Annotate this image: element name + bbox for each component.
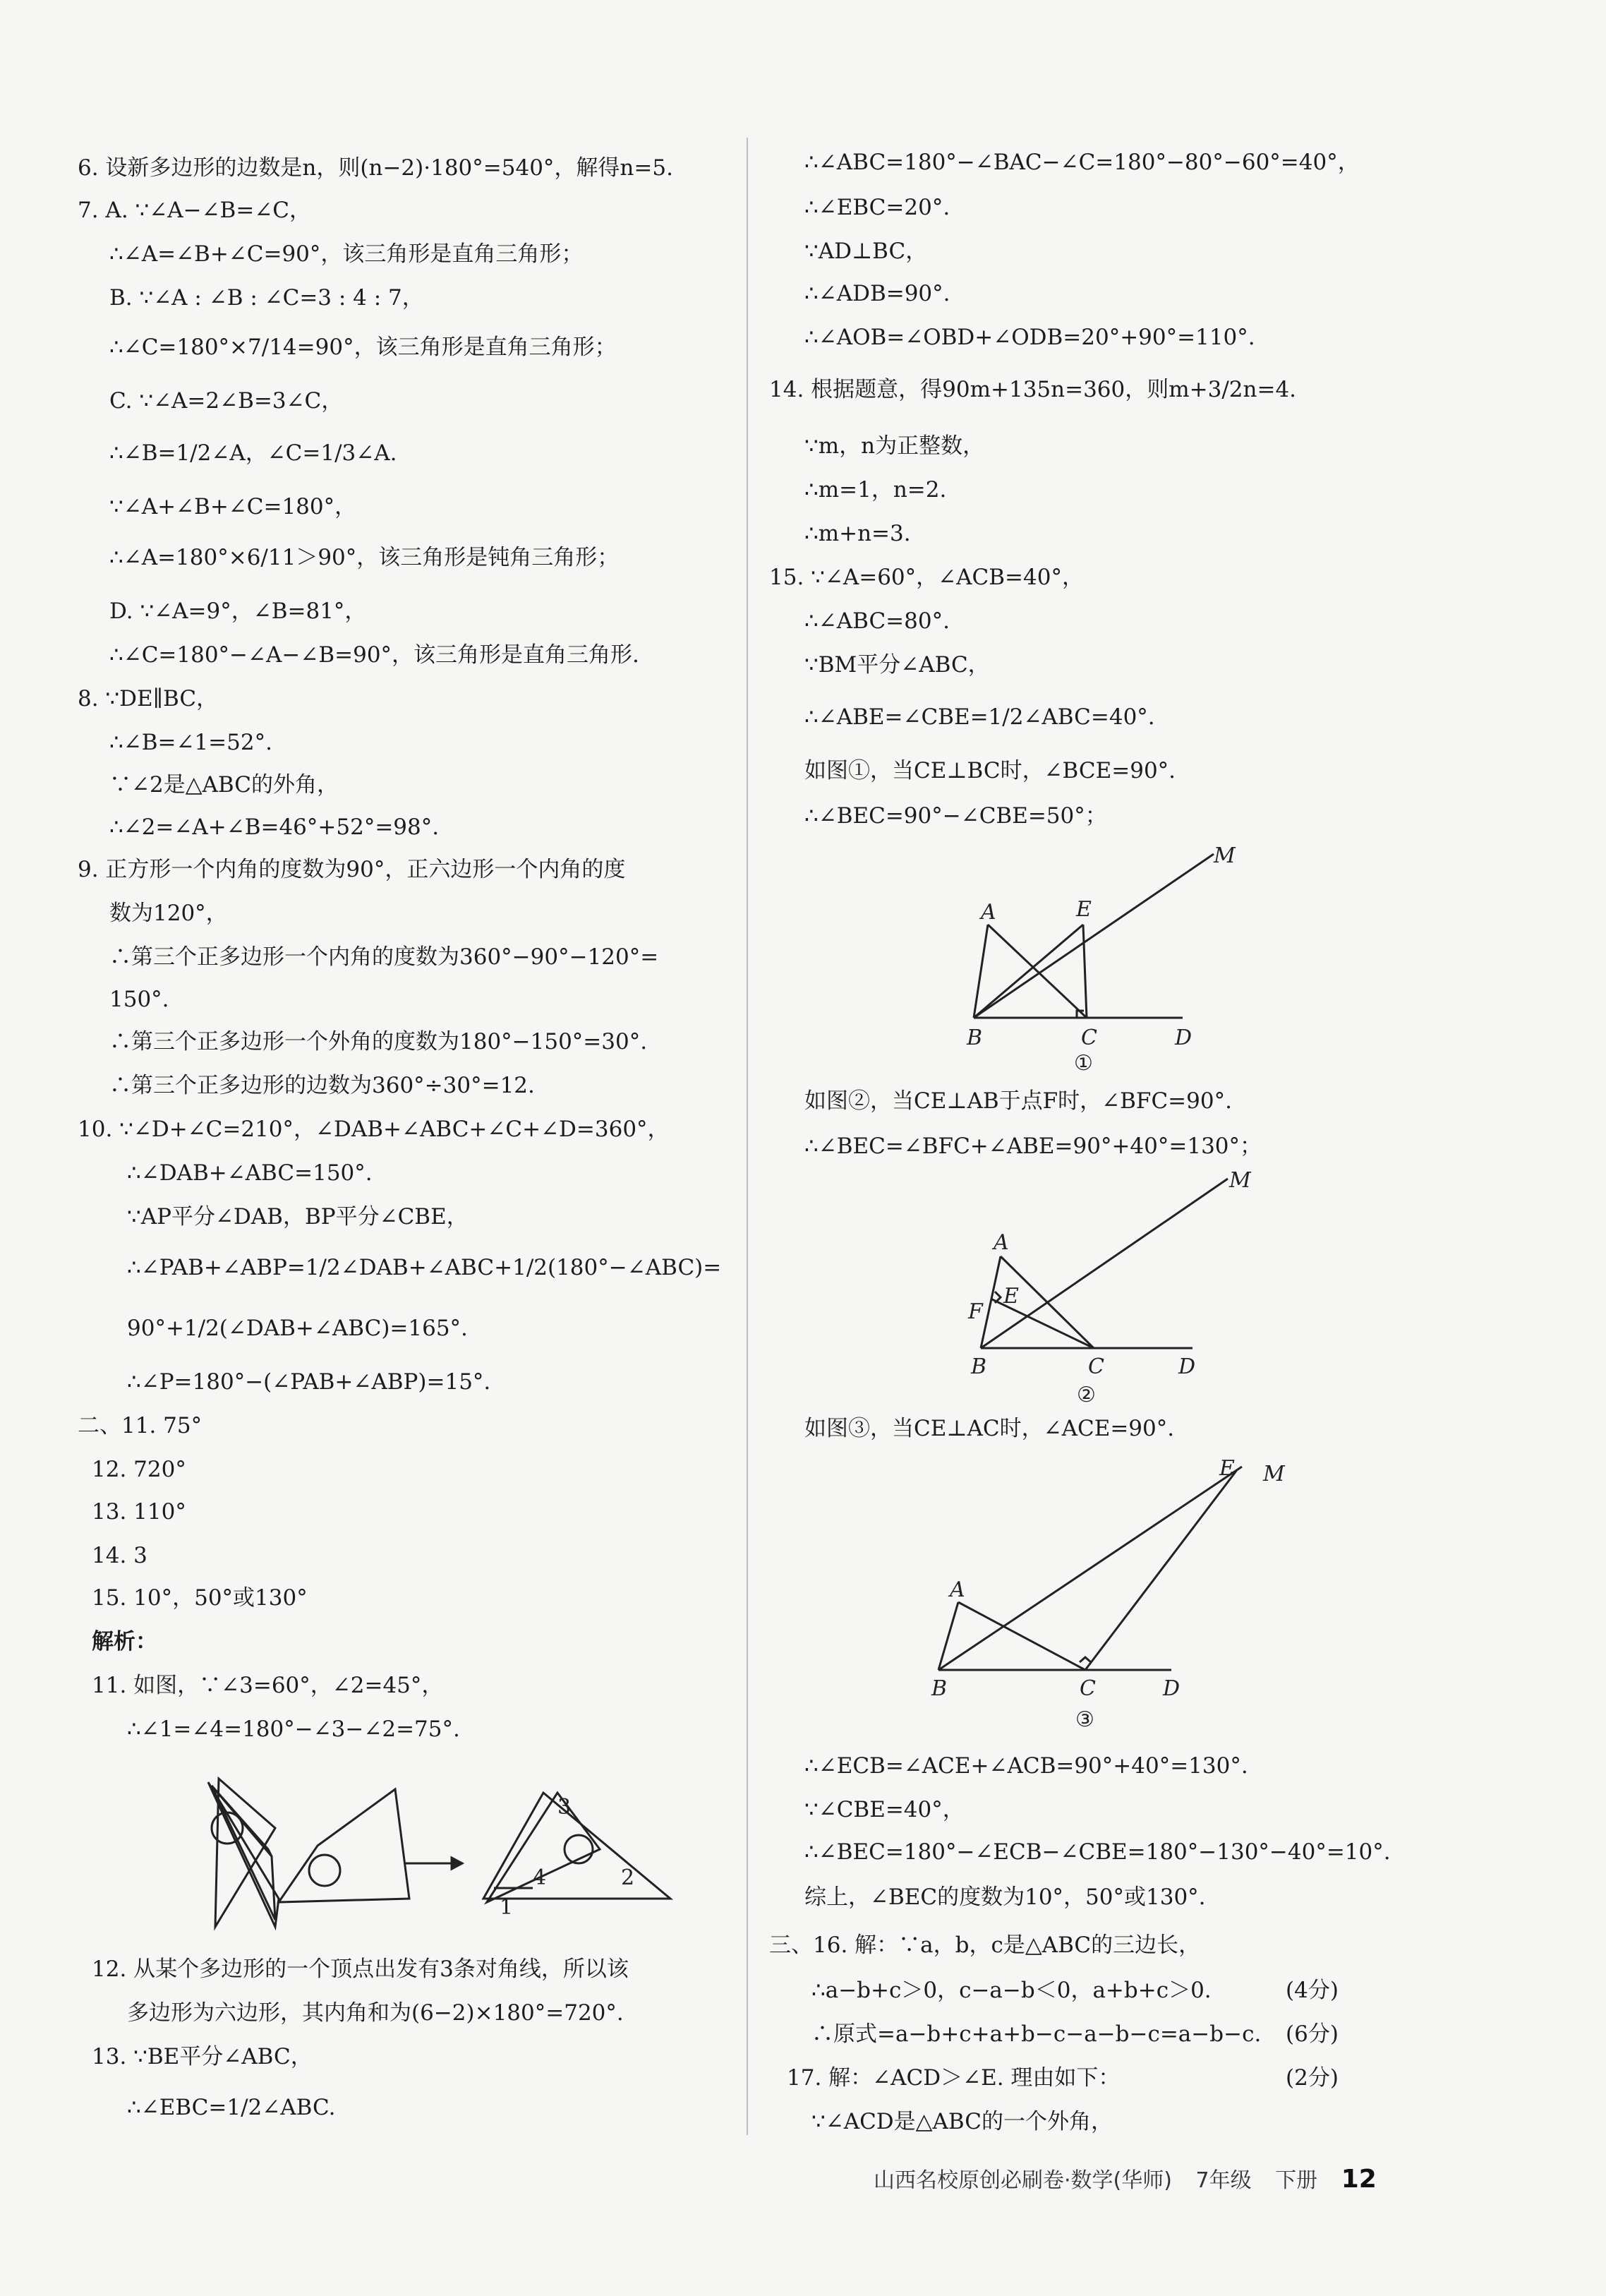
score-mark: (6分) [1286,2021,1339,2047]
answer-line: ∴∠A=∠B+∠C=90°，该三角形是直角三角形； [109,241,584,267]
point-label-E: E [1003,1284,1019,1309]
point-label-B: B [967,1026,983,1050]
figure-caption-1: ① [1074,1051,1093,1073]
answer-line: 12. 720° [92,1457,186,1482]
answer-line: ∴∠P=180°−(∠PAB+∠ABP)=15°. [127,1369,491,1395]
answer-line: ∴∠ECB=∠ACE+∠ACB=90°+40°=130°. [804,1753,1248,1779]
answer-line: ∵∠A+∠B+∠C=180°， [109,494,357,519]
point-label-A: A [950,1577,965,1602]
answer-line: ∴∠ABC=80°. [804,608,950,634]
point-label-C: C [1088,1354,1104,1379]
volume-label: 下册 [1275,2168,1318,2193]
answer-line: ∴∠PAB+∠ABP=1/2∠DAB+∠ABC+1/2(180°−∠ABC)= [127,1255,722,1280]
answer-line: ∴m+n=3. [804,521,911,546]
answer-line: ∴∠ABC=180°−∠BAC−∠C=180°−80°−60°=40°， [804,150,1360,175]
point-label-D: D [1178,1354,1196,1379]
answer-line: ∴原式=a−b+c+a+b−c−a−b−c=a−b−c. [811,2021,1262,2047]
point-label-A: A [994,1230,1009,1255]
answer-line: ∴∠B=∠1=52°. [109,730,272,755]
answer-line: 7. A. ∵∠A−∠B=∠C， [78,198,312,223]
answer-line: ∴∠1=∠4=180°−∠3−∠2=75°. [127,1717,460,1742]
answer-line: ∴第三个正多边形一个外角的度数为180°−150°=30°. [109,1029,648,1054]
answer-line: ∴∠BEC=∠BFC+∠ABE=90°+40°=130°； [804,1134,1262,1159]
point-label-M: M [1229,1168,1251,1193]
angle-label-3: 3 [557,1795,572,1820]
answer-line: ∴∠ABE=∠CBE=1/2∠ABC=40°. [804,704,1155,730]
answer-line: 如图②，当CE⊥AB于点F时，∠BFC=90°. [804,1088,1232,1114]
answer-line: 15. 10°，50°或130° [92,1585,308,1611]
point-label-E: E [1076,897,1092,922]
point-label-F: F [968,1299,983,1324]
answer-line: ∴∠2=∠A+∠B=46°+52°=98°. [109,815,440,840]
answer-line: 综上，∠BEC的度数为10°，50°或130°. [804,1885,1206,1910]
answer-line: ∴∠B=1/2∠A，∠C=1/3∠A. [109,440,397,466]
answer-line: 6. 设新多边形的边数是n，则(n−2)·180°=540°，解得n=5. [78,155,673,181]
answer-line: B. ∵∠A : ∠B : ∠C=3 : 4 : 7， [109,285,424,311]
answer-line: 如图①，当CE⊥BC时，∠BCE=90°. [804,758,1176,783]
grade-label: 7年级 [1195,2168,1252,2193]
answer-line: 二、11. 75° [78,1413,203,1438]
score-mark: (4分) [1286,1978,1339,2003]
page-number: 12 [1341,2165,1377,2194]
score-mark: (2分) [1286,2065,1339,2091]
answer-line: 90°+1/2(∠DAB+∠ABC)=165°. [127,1316,468,1341]
point-label-M: M [1263,1462,1285,1486]
point-label-B: B [931,1676,948,1701]
answer-line: 13. ∵BE平分∠ABC， [92,2044,313,2069]
angle-label-1: 1 [500,1895,514,1920]
answer-line: 数为120°， [109,901,228,926]
answer-line: 10. ∵∠D+∠C=210°，∠DAB+∠ABC+∠C+∠D=360°， [78,1117,670,1142]
figure-3 [910,1447,1305,1743]
answer-line: ∴∠EBC=1/2∠ABC. [127,2095,336,2120]
answer-line: 12. 从某个多边形的一个顶点出发有3条对角线，所以该 [92,1957,629,1982]
point-label-C: C [1080,1676,1096,1701]
point-label-D: D [1163,1676,1181,1701]
answer-line: 150°. [109,987,169,1012]
answer-line: ∴∠EBC=20°. [804,195,950,220]
answer-line: 15. ∵∠A=60°，∠ACB=40°， [769,565,1084,590]
answer-line: 13. 110° [92,1499,186,1525]
set-square-figure [162,1750,713,1941]
point-label-C: C [1081,1026,1097,1050]
analysis-heading: 解析： [92,1629,157,1654]
answer-line: ∴第三个正多边形的边数为360°÷30°=12. [109,1073,535,1098]
answer-line: 多边形为六边形，其内角和为(6−2)×180°=720°. [127,2000,624,2026]
answer-line: ∴∠ADB=90°. [804,281,950,306]
answer-line: ∴a−b+c＞0，c−a−b＜0，a+b+c＞0. [811,1978,1212,2003]
point-label-E: E [1219,1456,1235,1481]
angle-label-4: 4 [533,1865,547,1890]
column-divider [747,138,748,2135]
answer-line: 14. 3 [92,1543,147,1568]
answer-line: ∵AP平分∠DAB，BP平分∠CBE， [127,1204,469,1230]
answer-line: ∴∠BEC=90°−∠CBE=50°； [804,803,1107,829]
figure-caption-2: ② [1077,1383,1096,1407]
answer-line: ∴m=1，n=2. [804,477,947,503]
answer-line: ∴∠C=180°−∠A−∠B=90°，该三角形是直角三角形. [109,642,639,668]
answer-line: ∵∠CBE=40°， [804,1797,965,1822]
figure-caption-3: ③ [1075,1707,1094,1732]
answer-line: 11. 如图，∵∠3=60°，∠2=45°， [92,1673,444,1698]
answer-line: ∵∠ACD是△ABC的一个外角， [811,2109,1113,2134]
answer-line: 14. 根据题意，得90m+135n=360，则m+3/2n=4. [769,377,1297,402]
point-label-M: M [1214,843,1236,868]
answer-line: ∴∠DAB+∠ABC=150°. [127,1160,373,1186]
answer-line: ∴∠C=180°×7/14=90°，该三角形是直角三角形； [109,335,617,360]
answer-line: ∵BM平分∠ABC， [804,652,990,678]
angle-label-2: 2 [621,1865,635,1890]
answer-line: 三、16. 解：∵a，b，c是△ABC的三边长， [769,1933,1201,1958]
answer-line: 9. 正方形一个内角的度数为90°，正六边形一个内角的度 [78,857,626,882]
answer-line: C. ∵∠A=2∠B=3∠C， [109,388,344,414]
answer-line: D. ∵∠A=9°，∠B=81°， [109,599,367,624]
answer-line: ∴第三个正多边形一个内角的度数为360°−90°−120°= [109,944,659,970]
answer-line: ∴∠BEC=180°−∠ECB−∠CBE=180°−130°−40°=10°. [804,1839,1391,1865]
answer-line: 8. ∵DE∥BC， [78,686,219,711]
point-label-D: D [1175,1026,1193,1050]
answer-line: ∵AD⊥BC， [804,239,928,264]
figure-2 [960,1165,1284,1412]
book-title: 山西名校原创必刷卷·数学(华师) [874,2168,1172,2193]
answer-line: 如图③，当CE⊥AC时，∠ACE=90°. [804,1416,1175,1441]
point-label-B: B [971,1354,987,1379]
page-footer [874,2165,1394,2195]
answer-line: ∴∠A=180°×6/11＞90°，该三角形是钝角三角形； [109,545,620,570]
point-label-A: A [981,900,996,925]
answer-line: 17. 解：∠ACD＞∠E. 理由如下： [787,2065,1121,2091]
answer-line: ∵m，n为正整数， [804,433,985,459]
answer-line: ∵∠2是△ABC的外角， [109,772,339,798]
figure-1 [946,833,1270,1073]
answer-line: ∴∠AOB=∠OBD+∠ODB=20°+90°=110°. [804,325,1255,350]
